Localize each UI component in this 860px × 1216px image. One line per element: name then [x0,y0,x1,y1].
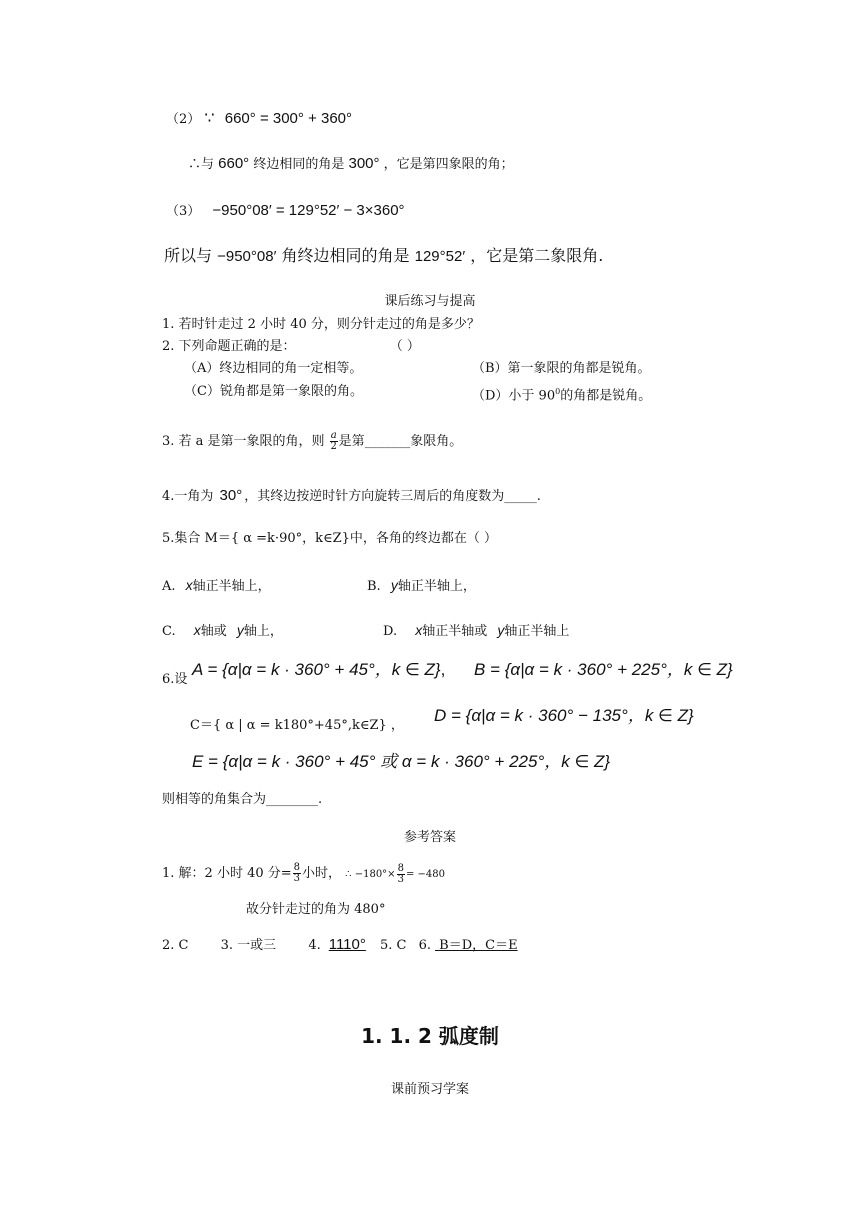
question-6-ask: 则相等的角集合为________. [162,792,323,807]
answer-3: 3. 一或三 [220,938,277,953]
answer-1: 1. 解：2 小时 40 分= $\frac{8}{3}$ 小时， ∴ −180°× $\frac{8}{3}$ = −480 [162,862,445,885]
set-b: B = {α|α = k · 360° + 225°，k ∈ Z} [474,660,733,679]
answer-4: 4. 1110° [308,936,366,953]
solution-3-equation: −950°08′ = 129°52′ − 3×360° [212,202,405,219]
solution-3-conclusion: 所以与 −950°08′ 角终边相同的角是 129°52′ ，它是第二象限角. [164,246,604,265]
solution-2-label: （2） [166,112,201,127]
option-2c: （C）锐角都是第一象限的角。 [184,384,363,399]
question-6-blank: ________ [266,792,319,807]
option-2b: （B）第一象限的角都是锐角。 [472,361,651,376]
answer-1-calc: ∴ −180°× $\frac{8}{3}$ = −480 [345,863,445,885]
option-5a: A. x轴正半轴上， [162,577,271,594]
question-3: 3. 若 a 是第一象限的角，则 $\frac{a}{2}$ 是第_______象限角。 [162,430,463,452]
angle-660: 660° [218,155,250,172]
answers-title: 参考答案 [403,830,456,845]
option-5b: B. y轴正半轴上， [367,577,476,594]
question-3-blank: _______ [364,434,411,449]
answer-2: 2. C [162,938,189,953]
set-e: E = {α|α = k · 360° + 45° 或 α = k · 360° + 225°，k ∈ Z} [192,752,611,771]
angle-129: 129°52′ [414,248,466,265]
angle-neg950: −950°08′ [217,248,277,265]
because-symbol: ∵ [204,108,215,127]
section-heading: 1. 1. 2 弧度制 [361,1024,499,1048]
answer-1-conclusion: 故分针走过的角为 480° [246,902,386,917]
practice-title: 课后练习与提高 [384,294,476,309]
answers-row [162,937,522,954]
question-6-label: 6.设 [162,672,188,687]
answer-5: 5. C [380,938,407,953]
solution-2-line [166,110,352,128]
question-4: 4.一角为 30° ，其终边按逆时针方向旋转三周后的角度数为_____. [162,487,541,504]
set-d: D = {α|α = k · 360° − 135°，k ∈ Z} [434,706,694,725]
angle-300: 300° [348,155,380,172]
question-4-blank: _____. [504,489,541,504]
question-2: 2. 下列命题正确的是： （ ） [162,339,420,354]
set-a: A = {α|α = k · 360° + 45°，k ∈ Z}, [192,660,446,679]
angle-30: 30° [219,487,243,504]
option-2a: （A）终边相同的角一定相等。 [184,361,363,376]
option-2d: （D）小于 $90^0$的角都是锐角。 [472,387,652,404]
fraction-a-over-2: $\frac{a}{2}$ [330,430,337,452]
question-1: 1. 若时针走过 2 小时 40 分，则分针走过的角是多少？ [162,317,480,332]
question-2-paren: （ ） [389,339,420,354]
solution-3-label: （3） [166,204,201,219]
option-5d: D. x轴正半轴或 y轴正半轴上 [383,622,570,639]
question-5: 5.集合 M＝{ α =k·90°，k∈Z}中，各角的终边都在（ ） [162,531,498,546]
answer-6: 6. B＝D，C＝E [418,938,518,953]
solution-2-conclusion: ∴与 660° 终边相同的角是 300° ，它是第四象限的角； [188,155,514,172]
option-5c: C. x轴或 y轴上， [162,622,283,639]
section-subheading: 课前预习学案 [390,1082,469,1097]
solution-2-equation: 660° = 300° + 360° [224,110,353,127]
set-c: C＝{ α | α = k180°+45°,k∈Z} ， [190,718,404,733]
solution-3-line [166,203,405,220]
fraction-8-3: $\frac{8}{3}$ [293,862,301,884]
